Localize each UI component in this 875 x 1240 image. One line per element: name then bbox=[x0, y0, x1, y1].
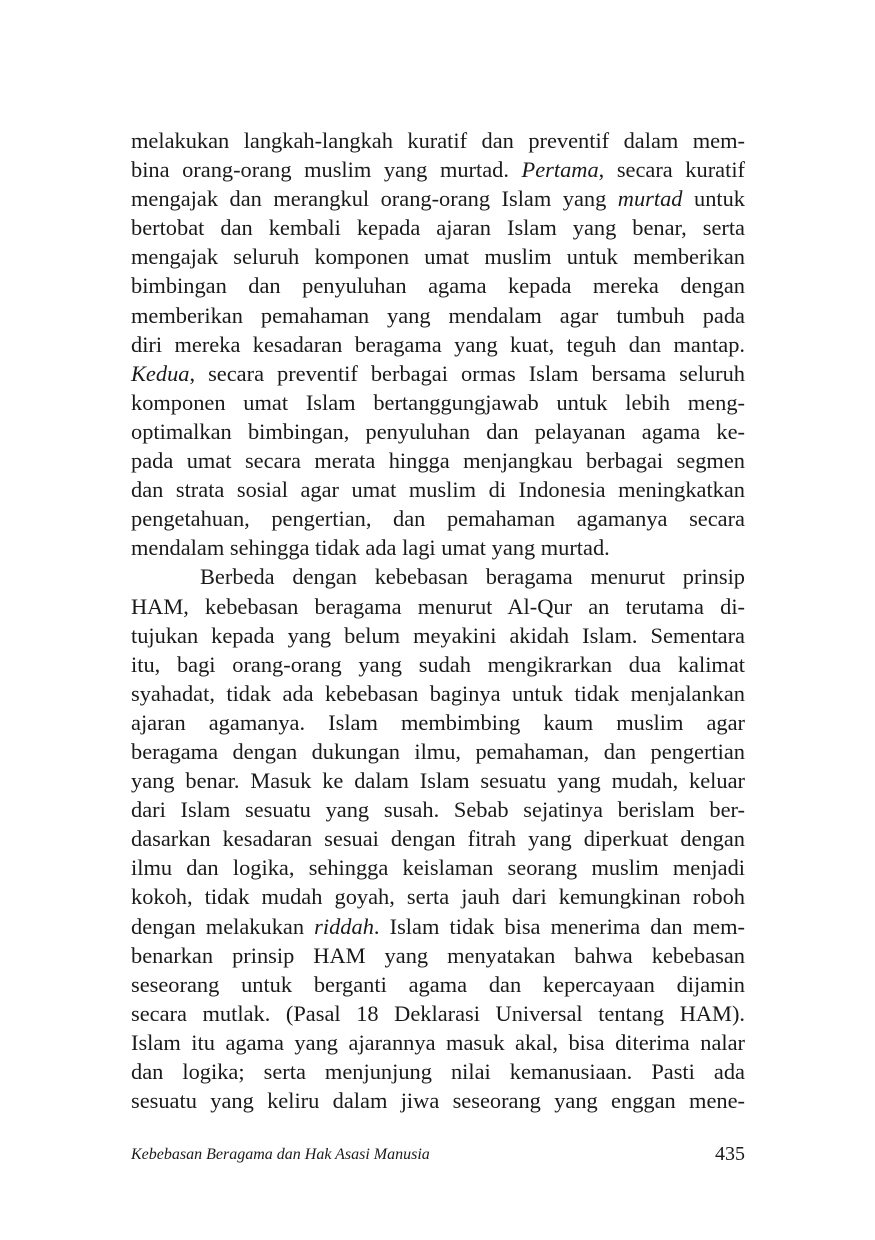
text-run: seseorang untuk berganti agama dan kepercayaan dijamin bbox=[131, 971, 745, 997]
text-run: dari Islam sesuatu yang susah. Sebab sejatinya berislam ber- bbox=[131, 797, 745, 823]
text-run: Islam itu agama yang ajarannya masuk akal, bisa diterima nalar bbox=[131, 1029, 745, 1055]
text-line bbox=[131, 562, 745, 591]
text-line bbox=[131, 853, 745, 882]
text-line bbox=[131, 242, 745, 271]
text-run: ajaran agamanya. Islam membimbing kaum muslim agar bbox=[131, 709, 745, 735]
text-line bbox=[131, 679, 745, 708]
italic-term: riddah bbox=[314, 913, 374, 939]
text-run: ilmu dan logika, sehingga keislaman seorang muslim menjadi bbox=[131, 855, 745, 881]
text-line bbox=[131, 621, 745, 650]
text-run: dasarkan kesadaran sesuai dengan fitrah yang diperkuat dengan bbox=[131, 826, 745, 852]
text-line bbox=[131, 737, 745, 766]
text-line bbox=[131, 795, 745, 824]
text-line bbox=[131, 359, 745, 388]
text-line bbox=[131, 184, 745, 213]
text-line bbox=[131, 941, 745, 970]
text-line bbox=[131, 213, 745, 242]
text-run: bertobat dan kembali kepada ajaran Islam yang benar, serta bbox=[131, 215, 745, 241]
text-line bbox=[131, 824, 745, 853]
text-run: , secara preventif berbagai ormas Islam bersama seluruh bbox=[189, 360, 745, 386]
text-run: dengan melakukan bbox=[131, 913, 315, 939]
text-run: Berbeda dengan kebebasan beragama menurut prinsip bbox=[200, 564, 745, 590]
text-run: pengetahuan, pengertian, dan pemahaman agamanya secara bbox=[131, 506, 745, 532]
text-run: yang benar. Masuk ke dalam Islam sesuatu yang mudah, keluar bbox=[131, 768, 745, 794]
text-line bbox=[131, 417, 745, 446]
body-text bbox=[131, 126, 745, 1115]
text-line bbox=[131, 882, 745, 911]
text-line bbox=[131, 155, 745, 184]
text-line bbox=[131, 1028, 745, 1057]
text-line bbox=[131, 1086, 745, 1115]
text-run: kokoh, tidak mudah goyah, serta jauh dari kemungkinan roboh bbox=[131, 884, 745, 910]
text-run: mengajak seluruh komponen umat muslim untuk memberikan bbox=[131, 244, 745, 270]
text-run: itu, bagi orang-orang yang sudah mengikrarkan dua kalimat bbox=[131, 651, 745, 677]
text-run: bina orang-orang muslim yang murtad. bbox=[131, 157, 522, 183]
running-title: Kebebasan Beragama dan Hak Asasi Manusia bbox=[131, 1146, 430, 1163]
text-run: melakukan langkah-langkah kuratif dan preventif dalam mem- bbox=[131, 128, 745, 153]
italic-term: Kedua bbox=[131, 360, 190, 386]
text-line bbox=[131, 504, 745, 533]
text-run: memberikan pemahaman yang mendalam agar tumbuh pada bbox=[131, 302, 745, 328]
text-run: syahadat, tidak ada kebebasan baginya untuk tidak menjalankan bbox=[131, 680, 745, 706]
page-footer bbox=[131, 1143, 745, 1170]
text-run: , secara kuratif bbox=[598, 157, 745, 183]
italic-term: Pertama bbox=[521, 157, 599, 183]
italic-term: murtad bbox=[617, 186, 683, 212]
text-run: sesuatu yang keliru dalam jiwa seseorang yang enggan mene- bbox=[131, 1088, 745, 1114]
text-line bbox=[131, 766, 745, 795]
text-run: optimalkan bimbingan, penyuluhan dan pelayanan agama ke- bbox=[131, 418, 745, 444]
text-run: untuk bbox=[682, 186, 745, 212]
text-run: . Islam tidak bisa menerima dan mem- bbox=[373, 913, 745, 939]
text-line bbox=[131, 446, 745, 475]
text-run: dan logika; serta menjunjung nilai kemanusiaan. Pasti ada bbox=[131, 1059, 745, 1084]
page-number: 435 bbox=[715, 1143, 745, 1165]
text-line bbox=[131, 650, 745, 679]
text-run: benarkan prinsip HAM yang menyatakan bahwa kebebasan bbox=[131, 942, 745, 968]
text-run: beragama dengan dukungan ilmu, pemahaman, dan pengertian bbox=[131, 738, 745, 764]
text-run: mendalam sehingga tidak ada lagi umat yang murtad. bbox=[131, 535, 610, 561]
text-run: secara mutlak. (Pasal 18 Deklarasi Universal tentang HAM). bbox=[131, 1000, 745, 1026]
text-line bbox=[131, 533, 745, 562]
text-line bbox=[131, 999, 745, 1028]
text-run: bimbingan dan penyuluhan agama kepada mereka dengan bbox=[131, 273, 745, 299]
text-run: tujukan kepada yang belum meyakini akidah Islam. Sementara bbox=[131, 622, 745, 648]
text-run: pada umat secara merata hingga menjangkau berbagai segmen bbox=[131, 448, 745, 474]
text-line bbox=[131, 1057, 745, 1086]
text-line bbox=[131, 388, 745, 417]
text-line bbox=[131, 970, 745, 999]
text-run: dan strata sosial agar umat muslim di Indonesia meningkatkan bbox=[131, 477, 745, 503]
text-line bbox=[131, 708, 745, 737]
text-run: HAM, kebebasan beragama menurut Al-Qur an terutama di- bbox=[131, 593, 745, 619]
text-run: mengajak dan merangkul orang-orang Islam yang bbox=[131, 186, 618, 212]
text-line bbox=[131, 592, 745, 621]
text-line bbox=[131, 271, 745, 300]
text-line bbox=[131, 301, 745, 330]
text-run: komponen umat Islam bertanggungjawab untuk lebih meng- bbox=[131, 389, 745, 415]
text-run: diri mereka kesadaran beragama yang kuat, teguh dan mantap. bbox=[131, 331, 745, 357]
text-line bbox=[131, 912, 745, 941]
text-line bbox=[131, 475, 745, 504]
text-line bbox=[131, 330, 745, 359]
text-line bbox=[131, 126, 745, 155]
